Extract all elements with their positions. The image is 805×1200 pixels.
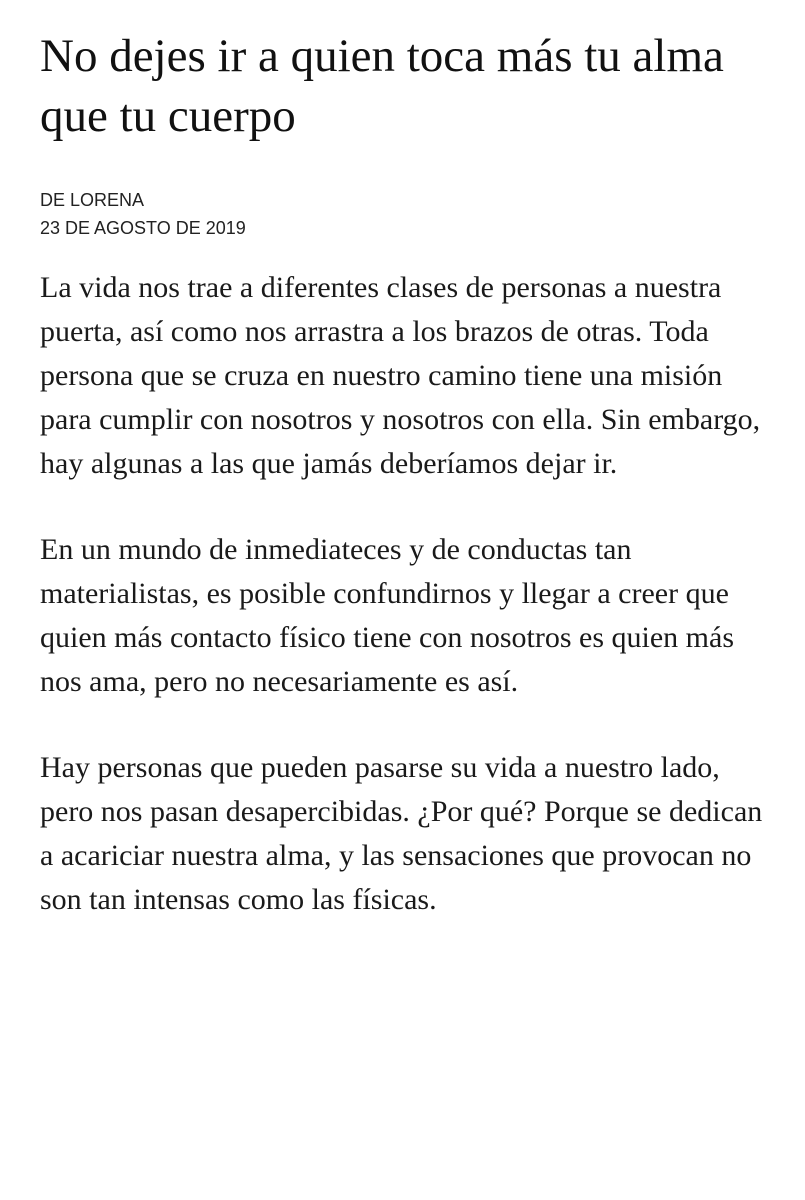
article-date: 23 DE AGOSTO DE 2019 bbox=[40, 218, 246, 238]
article bbox=[40, 26, 780, 964]
article-byline: DE LORENA bbox=[40, 190, 145, 210]
article-paragraph-1: La vida nos trae a diferentes clases de personas a nuestra puerta, así como nos arrastra a los brazos de otras. Toda persona que se cruza en nuestro camino tiene una misión para cumplir con nosotros y nosotros con ella. Sin embargo, hay algunas a las que jamás deberíamos dejar ir. bbox=[40, 271, 761, 480]
article-title: No dejes ir a quien toca más tu alma que tu cuerpo bbox=[40, 30, 724, 142]
article-paragraph-2: En un mundo de inmediateces y de conductas tan materialistas, es posible confundirnos y llegar a creer que quien más contacto físico tiene con nosotros es quien más nos ama, pero no necesariamente es así. bbox=[40, 533, 734, 698]
article-meta bbox=[40, 186, 780, 242]
article-body bbox=[40, 266, 780, 922]
article-paragraph-3: Hay personas que pueden pasarse su vida a nuestro lado, pero nos pasan desapercibidas. ¿Por qué? Porque se dedican a acariciar nuestra alma, y las sensaciones que provocan no son tan intensas como las físicas. bbox=[40, 751, 763, 916]
